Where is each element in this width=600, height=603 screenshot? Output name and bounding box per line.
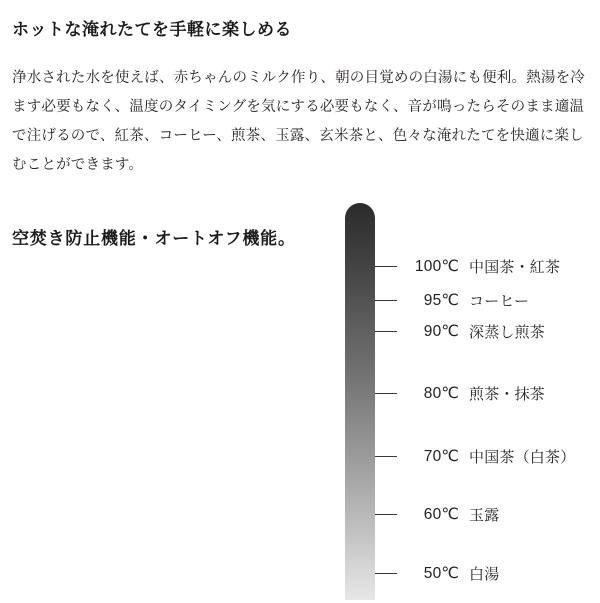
tick-line-icon bbox=[375, 266, 397, 267]
temperature-row bbox=[375, 258, 560, 274]
tick-line-icon bbox=[375, 300, 397, 301]
temperature-value: 100℃ bbox=[414, 257, 459, 275]
tick-line-icon bbox=[375, 573, 397, 574]
temperature-value: 90℃ bbox=[423, 322, 459, 340]
temperature-label: コーヒー bbox=[469, 292, 530, 310]
temperature-row bbox=[375, 506, 499, 522]
tick-line-icon bbox=[375, 514, 397, 515]
temperature-label: 中国茶・紅茶 bbox=[469, 258, 561, 276]
temperature-value: 60℃ bbox=[423, 505, 459, 523]
temperature-gradient-bar bbox=[345, 203, 375, 600]
temperature-label: 深蒸し煎茶 bbox=[469, 323, 546, 341]
temperature-row bbox=[375, 448, 575, 464]
temperature-label: 中国茶（白茶） bbox=[469, 448, 576, 466]
temperature-value: 50℃ bbox=[423, 564, 459, 582]
temperature-label: 白湯 bbox=[469, 565, 500, 583]
temperature-row bbox=[375, 565, 499, 581]
temperature-value: 80℃ bbox=[423, 384, 459, 402]
temperature-value: 95℃ bbox=[423, 291, 459, 309]
temperature-label: 玉露 bbox=[469, 506, 500, 524]
temperature-row bbox=[375, 292, 529, 308]
tick-line-icon bbox=[375, 393, 397, 394]
section-subtitle: 空焚き防止機能・オートオフ機能。 bbox=[12, 228, 296, 248]
page-title: ホットな淹れたてを手軽に楽しめる bbox=[12, 20, 292, 39]
temperature-row bbox=[375, 385, 545, 401]
tick-line-icon bbox=[375, 456, 397, 457]
tick-line-icon bbox=[375, 331, 397, 332]
temperature-row bbox=[375, 323, 545, 339]
temperature-label: 煎茶・抹茶 bbox=[469, 385, 546, 403]
temperature-value: 70℃ bbox=[423, 447, 459, 465]
temperature-chart bbox=[345, 203, 595, 603]
body-paragraph: 浄水された水を使えば、赤ちゃんのミルク作り、朝の目覚めの白湯にも便利。熱湯を冷ます必要もなく、温度のタイミングを気にする必要もなく、音が鳴ったらそのまま適温で注げるので、紅茶、コーヒー、煎茶、玉露、玄米茶と、色々な淹れたてを快適に楽しむことができます。 bbox=[12, 69, 586, 173]
